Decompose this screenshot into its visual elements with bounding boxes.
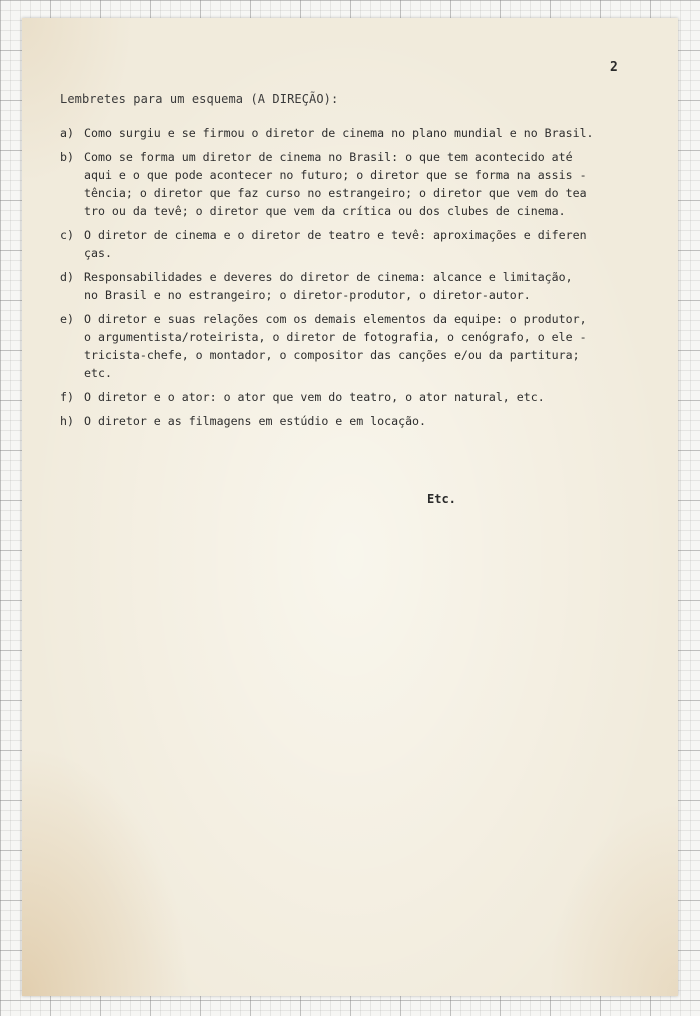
text-line: O diretor e as filmagens em estúdio e em locação. xyxy=(84,414,427,428)
text-line: ças. xyxy=(84,246,112,260)
list-item-text xyxy=(84,226,660,262)
list-item-text xyxy=(84,310,660,382)
document-heading: Lembretes para um esquema (A DIREÇÃO): xyxy=(60,92,339,106)
list-item-marker: c) xyxy=(60,228,74,242)
text-line: O diretor e suas relações com os demais elementos da equipe: o produtor, xyxy=(84,312,587,326)
text-line: Como se forma um diretor de cinema no Brasil: o que tem acontecido até xyxy=(84,150,573,164)
list-item xyxy=(60,124,660,142)
list-item xyxy=(60,412,660,430)
list-item xyxy=(60,148,660,220)
list-item xyxy=(60,310,660,382)
text-line: aqui e o que pode acontecer no futuro; o diretor que se forma na assis - xyxy=(84,168,587,182)
list-item-text xyxy=(84,268,660,304)
typewritten-page xyxy=(22,18,678,996)
closing-etc: Etc. xyxy=(427,492,456,506)
list-item-text xyxy=(84,148,660,220)
list-item-text xyxy=(84,388,660,406)
list-item-text xyxy=(84,412,660,430)
text-line: tência; o diretor que faz curso no estrangeiro; o diretor que vem do tea xyxy=(84,186,587,200)
list-item-marker: a) xyxy=(60,126,74,140)
text-line: tro ou da tevê; o diretor que vem da crítica ou dos clubes de cinema. xyxy=(84,204,566,218)
list-item-marker: b) xyxy=(60,150,74,164)
text-line: o argumentista/roteirista, o diretor de fotografia, o cenógrafo, o ele - xyxy=(84,330,587,344)
page-number: 2 xyxy=(610,60,618,75)
text-line: O diretor e o ator: o ator que vem do teatro, o ator natural, etc. xyxy=(84,390,545,404)
list-item-marker: e) xyxy=(60,312,74,326)
list-item-marker: h) xyxy=(60,414,74,428)
list-item-marker: d) xyxy=(60,270,74,284)
list-item xyxy=(60,268,660,304)
reminder-list xyxy=(60,124,660,436)
list-item-text xyxy=(84,124,660,142)
text-line: etc. xyxy=(84,366,112,380)
text-line: Responsabilidades e deveres do diretor de cinema: alcance e limitação, xyxy=(84,270,573,284)
text-line: tricista-chefe, o montador, o compositor das canções e/ou da partitura; xyxy=(84,348,580,362)
list-item xyxy=(60,388,660,406)
text-line: Como surgiu e se firmou o diretor de cinema no plano mundial e no Brasil. xyxy=(84,126,594,140)
list-item-marker: f) xyxy=(60,390,74,404)
text-line: no Brasil e no estrangeiro; o diretor-produtor, o diretor-autor. xyxy=(84,288,531,302)
text-line: O diretor de cinema e o diretor de teatro e tevê: aproximações e diferen xyxy=(84,228,587,242)
list-item xyxy=(60,226,660,262)
